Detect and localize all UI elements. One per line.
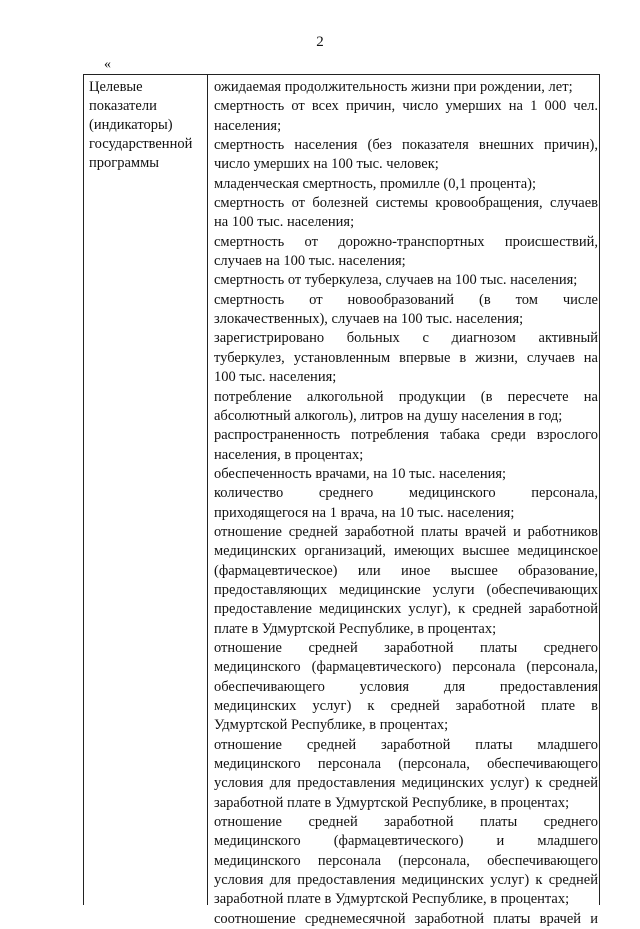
indicator-text-line: медицинского персонала (персонала, обеспечивающего xyxy=(214,852,598,869)
indicators-list-cell xyxy=(214,78,598,929)
column-divider xyxy=(207,75,208,905)
indicator-text-line: приходящегося на 1 врача, на 10 тыс. населения; xyxy=(214,504,515,521)
indicator-text-line: смертность от туберкулеза, случаев на 100 тыс. населения; xyxy=(214,272,578,289)
indicator-text-line: предоставление медицинских услуг), к средней заработной xyxy=(214,601,598,618)
indicator-text-line: медицинского (фармацевтического) и младшего xyxy=(214,833,598,850)
indicator-text-line: населения, в процентах; xyxy=(214,446,364,463)
indicator-text-line: медицинских организаций, имеющих высшее медицинское xyxy=(214,543,598,560)
indicator-text-line: смертность от новообразований (в том числе xyxy=(214,291,598,308)
indicator-text-line: ожидаемая продолжительность жизни при рождении, лет; xyxy=(214,79,573,95)
indicator-text-line: обеспечивающего условия для предоставления xyxy=(214,678,598,695)
indicator-text-line: злокачественных), случаев на 100 тыс. населения; xyxy=(214,311,524,328)
indicator-text-line: на 100 тыс. населения; xyxy=(214,214,355,231)
indicators-table xyxy=(83,74,600,927)
indicator-text-line: заработной плате в Удмуртской Республике, в процентах; xyxy=(214,891,570,908)
indicator-text-line: младенческая смертность, промилле (0,1 процента); xyxy=(214,175,537,192)
indicator-text-line: обеспеченность врачами, на 10 тыс. населения; xyxy=(214,465,507,482)
indicator-text-line: число умерших на 100 тыс. человек; xyxy=(214,156,439,173)
indicator-text-line: потребление алкогольной продукции (в пересчете на xyxy=(214,388,598,405)
indicator-text-line: смертность населения (без показателя внешних причин), xyxy=(214,137,598,154)
row-label-line: (индикаторы) xyxy=(89,117,173,133)
indicator-text-line: зарегистрировано больных с диагнозом активный xyxy=(214,330,598,347)
indicator-text-line: отношение средней заработной платы врачей и работников xyxy=(214,523,598,540)
indicator-text-line: (фармацевтическое) или иное высшее образование, xyxy=(214,562,598,579)
indicator-text-line: смертность от дорожно-транспортных происшествий, xyxy=(214,233,598,250)
indicator-text-line: Удмуртской Республике, в процентах; xyxy=(214,717,449,734)
row-label-line: показатели xyxy=(89,98,157,114)
indicator-text-line: количество среднего медицинского персонала, xyxy=(214,485,598,502)
indicator-text-line: населения; xyxy=(214,117,282,134)
row-label-line: программы xyxy=(89,155,159,171)
indicator-text-line: медицинского (фармацевтического) персонала (персонала, xyxy=(214,659,598,676)
indicator-text-line: соотношение среднемесячной заработной платы врачей и xyxy=(214,910,598,927)
row-label-line: Целевые xyxy=(89,79,143,95)
indicator-text-line: абсолютный алкоголь), литров на душу населения в год; xyxy=(214,407,563,424)
indicator-text-line: медицинского персонала (персонала, обеспечивающего xyxy=(214,756,598,773)
page-number: 2 xyxy=(316,34,324,50)
indicator-text-line: случаев на 100 тыс. населения; xyxy=(214,253,406,270)
opening-quote-mark: « xyxy=(104,57,111,72)
indicator-text-line: туберкулез, установленным впервые в жизни, случаев на xyxy=(214,349,598,366)
indicator-text-line: распространенность потребления табака среди взрослого xyxy=(214,427,598,444)
row-label-line: государственной xyxy=(89,136,193,152)
indicator-text-line: отношение средней заработной платы среднего xyxy=(214,814,598,831)
indicator-text-line: условия для предоставления медицинских услуг) к средней xyxy=(214,872,598,889)
indicator-text-line: условия для предоставления медицинских услуг) к средней xyxy=(214,775,598,792)
indicator-text-line: смертность от всех причин, число умерших на 1 000 чел. xyxy=(214,98,598,115)
indicator-text-line: смертность от болезней системы кровообращения, случаев xyxy=(214,195,598,212)
indicator-text-line: медицинских услуг) к средней заработной плате в xyxy=(214,698,598,714)
indicator-text-line: отношение средней заработной платы младшего xyxy=(214,736,598,753)
indicator-text-line: предоставляющих медицинские услуги (обеспечивающих xyxy=(214,581,598,598)
indicator-text-line: заработной плате в Удмуртской Республике, в процентах; xyxy=(214,794,570,811)
indicator-text-line: отношение средней заработной платы среднего xyxy=(214,639,598,656)
indicator-text-line: плате в Удмуртской Республике, в процентах; xyxy=(214,620,497,637)
indicator-text-line: 100 тыс. населения; xyxy=(214,369,337,386)
row-label-cell xyxy=(89,78,205,173)
